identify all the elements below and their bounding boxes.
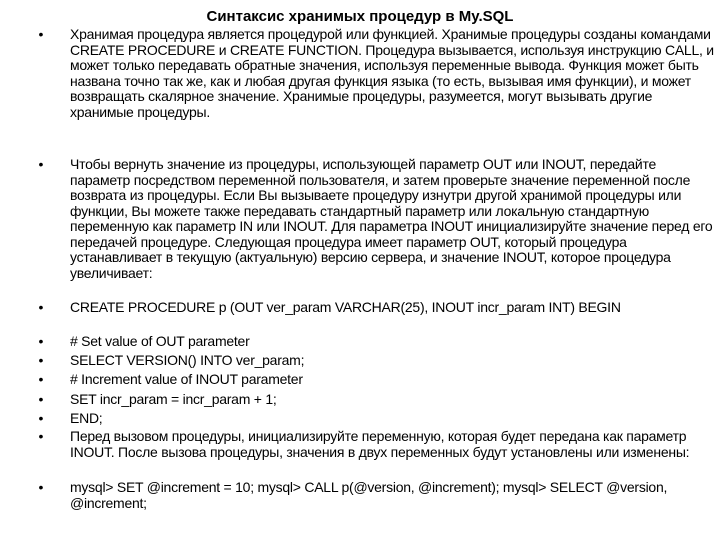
bullet-text: END; — [70, 410, 103, 426]
bullet-text: CREATE PROCEDURE p (OUT ver_param VARCHAR(25), INOUT incr_param INT) BEGIN — [70, 299, 621, 315]
bullet-marker: • — [38, 479, 44, 495]
bullet-marker: • — [38, 410, 44, 426]
slide-title: Синтаксис хранимых процедур в My.SQL — [206, 8, 514, 25]
bullet-marker: • — [38, 352, 44, 368]
bullet-marker: • — [38, 391, 44, 407]
bullet-text: # Set value of OUT parameter — [70, 333, 250, 349]
bullet-text: SELECT VERSION() INTO ver_param; — [70, 352, 305, 368]
bullet-text: # Increment value of INOUT parameter — [70, 371, 303, 387]
bullet-marker: • — [38, 26, 44, 42]
bullet-text: SET incr_param = incr_param + 1; — [70, 391, 277, 407]
bullet-text: Хранимая процедура является процедурой или функцией. Хранимые процедуры созданы командами CREATE PROCEDURE и CREATE FUNCTION. Процедура вызывается, используя инструкцию CALL, и может только передавать обратные значения, используя переменные вывода. Функция может быть названа точно так же, как и любая другая функция языка (то есть, вызывая имя функции), и может возвращать скалярное значение. Хранимые процедуры, разумеется, могут вызывать другие хранимые процедуры. — [70, 26, 714, 120]
bullet-marker: • — [38, 299, 44, 315]
bullet-marker: • — [38, 156, 44, 172]
bullet-marker: • — [38, 428, 44, 444]
bullet-marker: • — [38, 371, 44, 387]
bullet-text: Перед вызовом процедуры, инициализируйте переменную, которая будет передана как параметр INOUT. После вызова процедуры, значения в двух переменных будут установлены или изменены: — [70, 428, 690, 460]
bullet-text: mysql> SET @increment = 10; mysql> CALL p(@version, @increment); mysql> SELECT @version, @increment; — [70, 479, 668, 511]
bullet-text: Чтобы вернуть значение из процедуры, использующей параметр OUT или INOUT, передайте параметр посредством переменной пользователя, и затем проверьте значение переменной после возврата из процедуры. Если Вы вызываете процедуру изнутри другой хранимой процедуры или функции, Вы можете также передавать стандартный параметр или локальную стандартную переменную как параметр IN или INOUT. Для параметра INOUT инициализируйте значение перед его передачей процедуре. Следующая процедура имеет параметр OUT, который процедура устанавливает в текущую (актуальную) версию сервера, и значение INOUT, которое процедура увеличивает: — [70, 156, 713, 281]
bullet-marker: • — [38, 333, 44, 349]
